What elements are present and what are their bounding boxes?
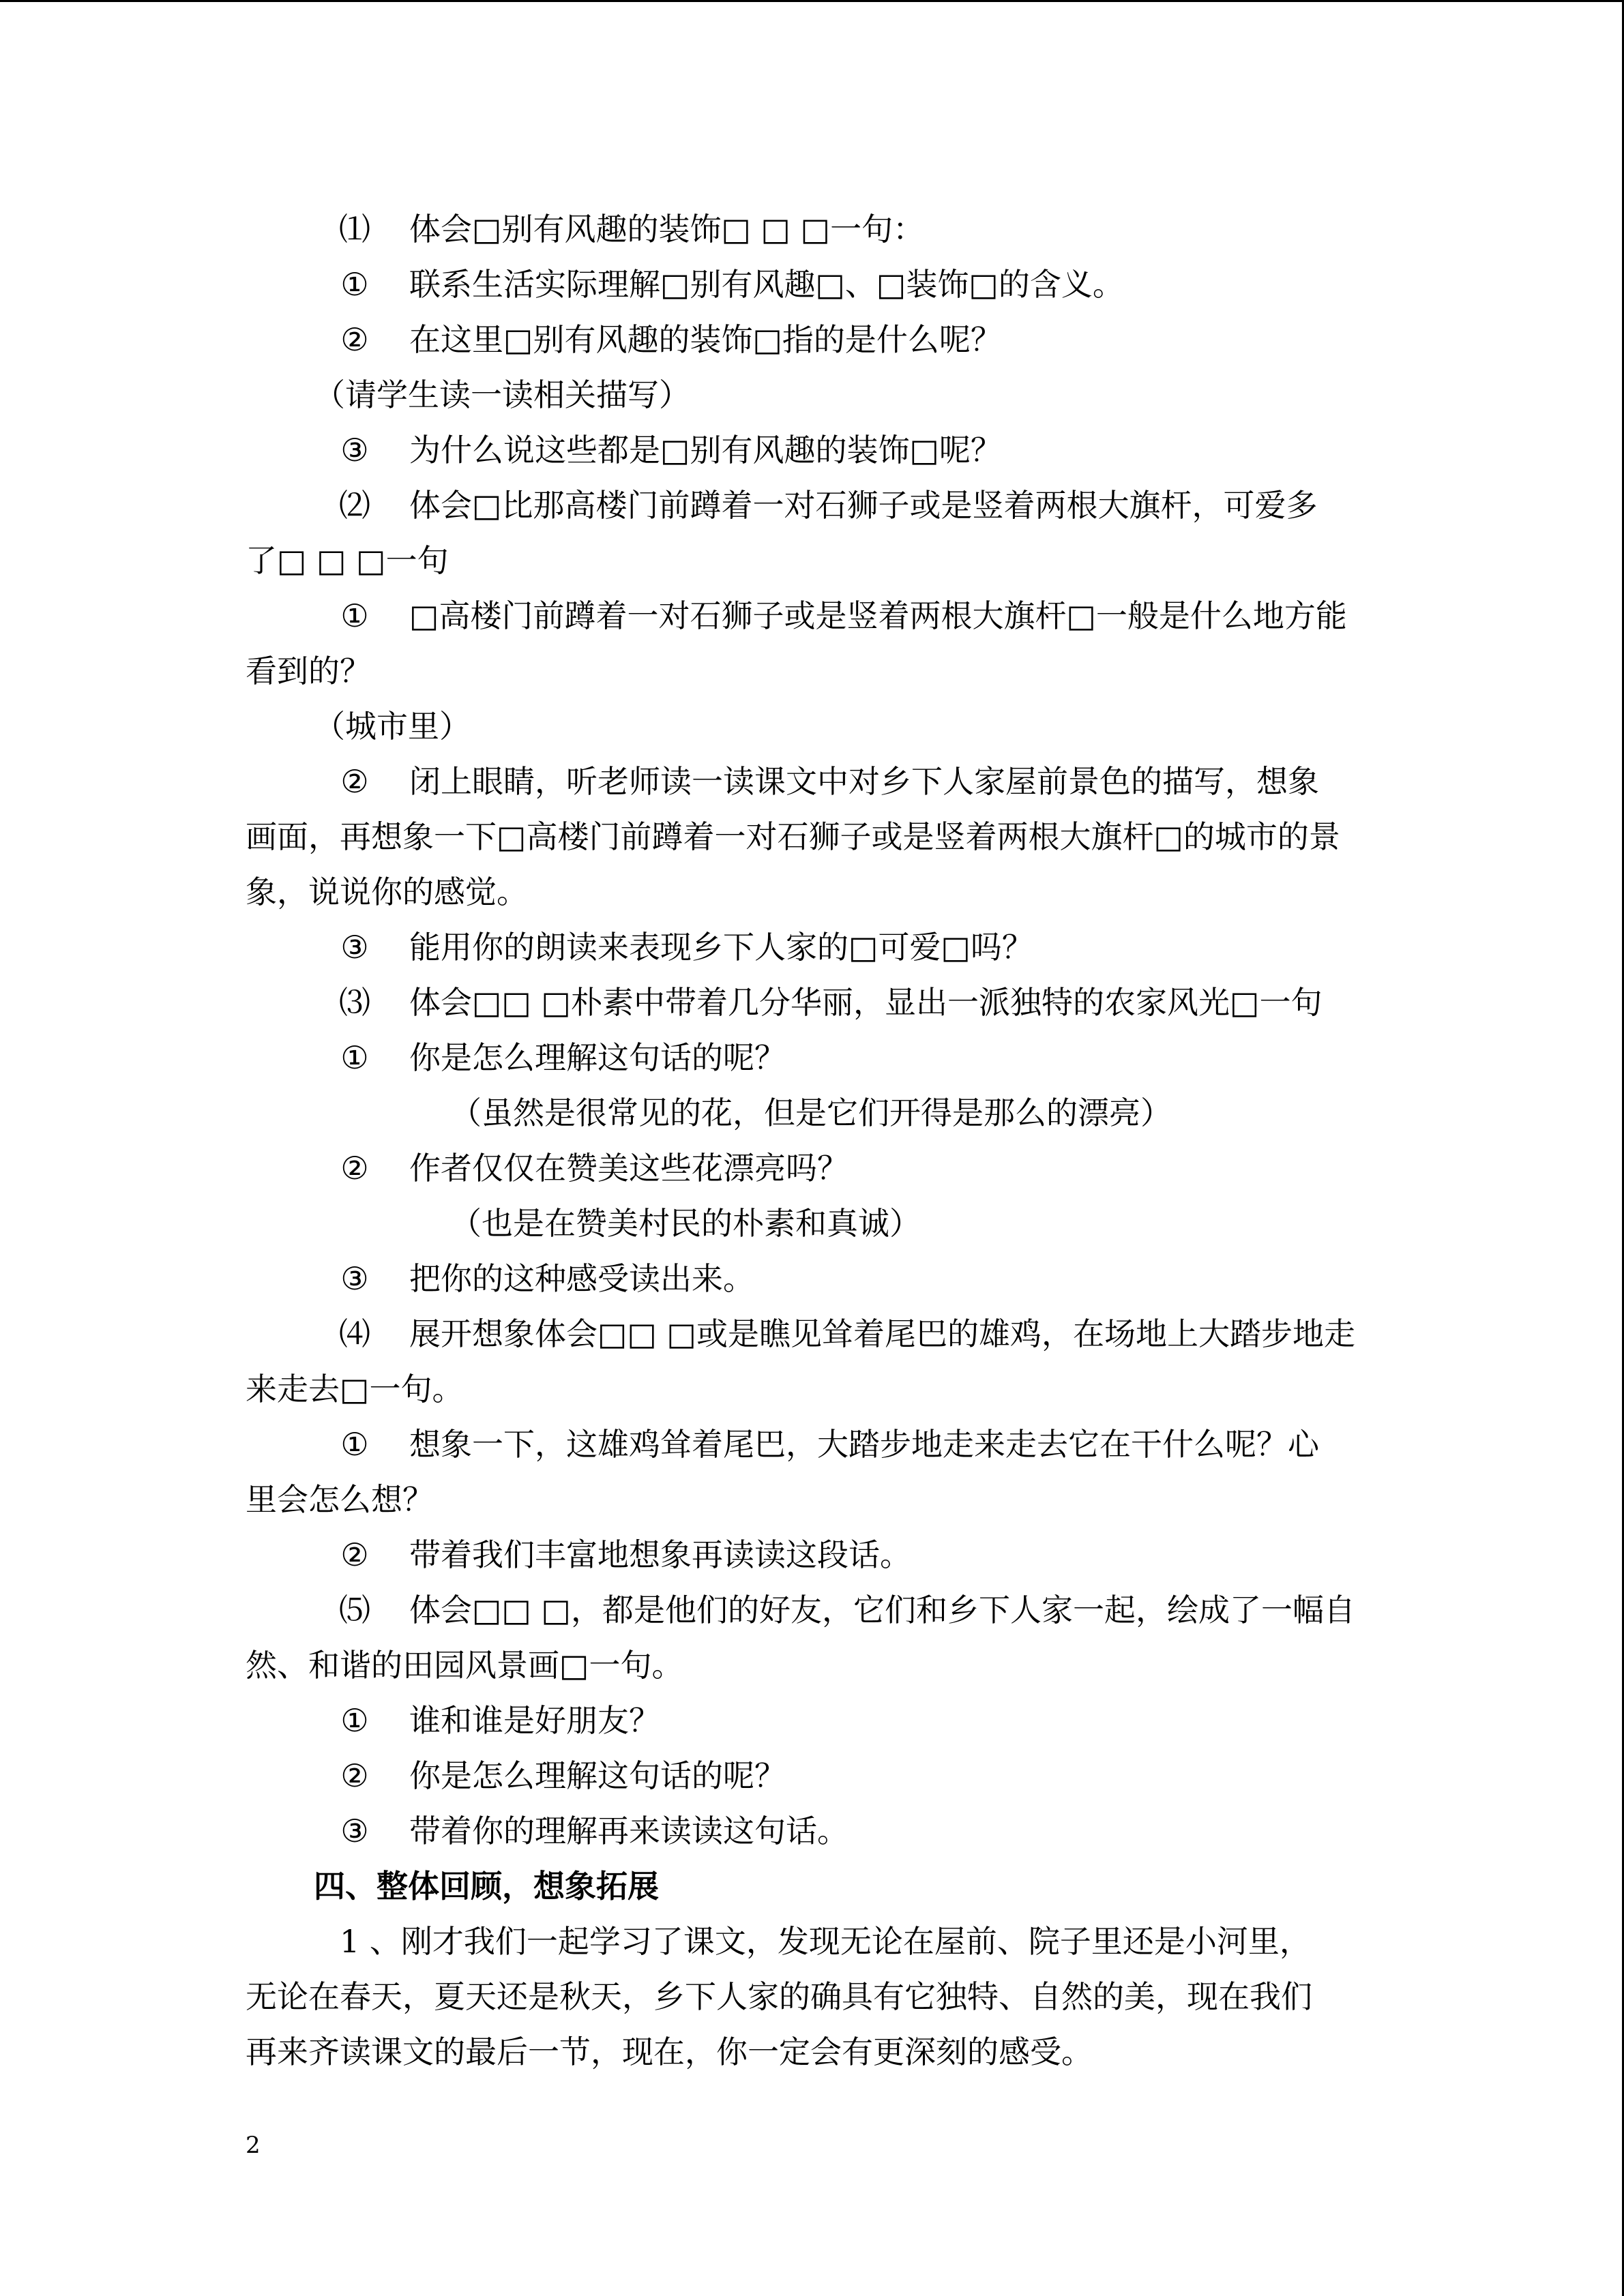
item-2-sub-2-continued: 象，说说你的感觉。 [246,874,528,910]
answer-note: （城市里） [314,708,471,745]
item-text: 你是怎么理解这句话的呢？ [409,1039,786,1076]
top-border-line [0,0,1624,2]
item-text: 展开想象体会□□ □或是瞧见耸着尾巴的雄鸡，在场地上大踏步地走 [409,1315,1356,1352]
item-2-sub-3 [246,920,1385,975]
item-3 [246,975,1385,1030]
item-2-sub-2-continued: 画面，再想象一下□高楼门前蹲着一对石狮子或是竖着两根大旗杆□的城市的景 [246,818,1340,855]
item-marker: ⑴ [339,211,370,248]
item-marker: ② [340,1757,369,1794]
document-body [246,202,1385,2080]
item-2-sub-1-continued: 看到的？ [246,653,371,689]
item-text: 体会□别有风趣的装饰□ □ □一句： [409,211,925,248]
item-marker: ② [340,321,369,358]
item-text: 体会□□ □朴素中带着几分华丽，显出一派独特的农家风光□一句 [409,984,1323,1021]
answer-note: （也是在赞美村民的朴素和真诚） [450,1205,921,1242]
item-2-sub-1 [246,588,1385,644]
item-5-sub-3 [246,1804,1385,1859]
item-1-sub-2 [246,312,1385,368]
item-2-sub-2 [246,754,1385,809]
item-marker: ③ [340,1813,369,1849]
item-4-continued: 来走去□一句。 [246,1371,464,1407]
teacher-note: （请学生读一读相关描写） [314,376,690,413]
item-5-sub-1 [246,1693,1385,1748]
item-marker: ⑵ [339,487,370,524]
item-4 [246,1307,1385,1362]
item-4-sub-1 [246,1417,1385,1472]
item-text: 带着你的理解再来读读这句话。 [409,1813,848,1849]
item-marker: ① [340,597,369,634]
item-marker: ① [340,1702,369,1739]
item-text: 能用你的朗读来表现乡下人家的□可爱□吗？ [409,929,1033,966]
item-1 [246,202,1385,257]
item-marker: ③ [340,1260,369,1297]
item-4-sub-2 [246,1527,1385,1583]
item-text: 作者仅仅在赞美这些花漂亮吗？ [409,1150,848,1187]
item-text: 把你的这种感受读出来。 [409,1260,754,1297]
item-marker: ③ [340,432,369,468]
item-text: 谁和谁是好朋友？ [409,1702,660,1739]
item-marker: ⑸ [339,1592,370,1628]
item-2 [246,478,1385,533]
item-text: 体会□□ □，都是他们的好友，它们和乡下人家一起，绘成了一幅自 [409,1592,1356,1628]
item-3-sub-3 [246,1251,1385,1307]
item-marker: ① [340,1039,369,1076]
item-text: 你是怎么理解这句话的呢？ [409,1757,786,1794]
item-3-sub-1 [246,1030,1385,1086]
item-1-sub-3 [246,423,1385,478]
item-marker: ⑶ [339,984,370,1021]
item-5 [246,1583,1385,1638]
item-marker: ① [340,266,369,303]
item-1-sub-1 [246,257,1385,312]
item-3-sub-2 [246,1141,1385,1196]
item-marker: ② [340,1536,369,1573]
page-number: 2 [246,2132,261,2159]
item-marker: ③ [340,929,369,966]
item-marker: ⑷ [339,1315,370,1352]
item-5-continued: 然、和谐的田园风景画□一句。 [246,1647,683,1684]
item-2-continued: 了□ □ □一句 [246,542,449,579]
answer-note: （虽然是很常见的花，但是它们开得是那么的漂亮） [450,1094,1172,1131]
paragraph-line: 再来齐读课文的最后一节，现在，你一定会有更深刻的感受。 [246,2033,1093,2070]
item-text: 为什么说这些都是□别有风趣的装饰□呢？ [409,432,1002,468]
item-text: 在这里□别有风趣的装饰□指的是什么呢？ [409,321,1002,358]
item-text: 闭上眼睛，听老师读一读课文中对乡下人家屋前景色的描写，想象 [409,763,1319,800]
item-text: 带着我们丰富地想象再读读这段话。 [409,1536,911,1573]
item-text: □高楼门前蹲着一对石狮子或是竖着两根大旗杆□一般是什么地方能 [409,597,1347,634]
item-text: 联系生活实际理解□别有风趣□、□装饰□的含义。 [409,266,1124,303]
item-marker: ② [340,763,369,800]
section-heading: 四、整体回顾，想象拓展 [314,1868,659,1905]
item-marker: ② [340,1150,369,1187]
paragraph-line: 1 、刚才我们一起学习了课文，发现无论在屋前、院子里还是小河里， [340,1923,1311,1960]
item-5-sub-2 [246,1748,1385,1804]
paragraph-line: 无论在春天，夏天还是秋天，乡下人家的确具有它独特、自然的美，现在我们 [246,1978,1312,2015]
item-marker: ① [340,1426,369,1463]
item-text: 想象一下，这雄鸡耸着尾巴，大踏步地走来走去它在干什么呢？心 [409,1426,1319,1463]
item-text: 体会□比那高楼门前蹲着一对石狮子或是竖着两根大旗杆，可爱多 [409,487,1318,524]
item-4-sub-1-continued: 里会怎么想？ [246,1481,434,1518]
